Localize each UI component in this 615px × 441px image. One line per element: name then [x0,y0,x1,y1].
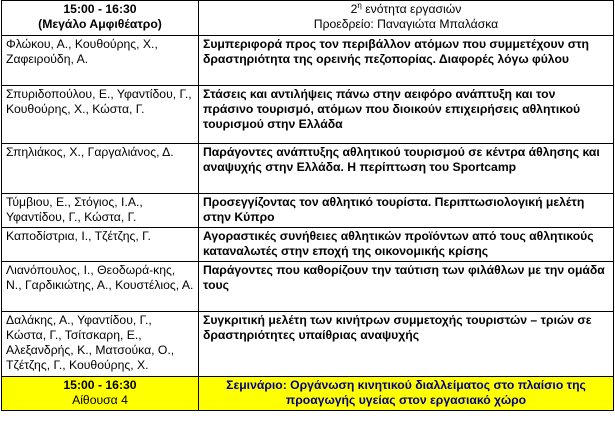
seminar-time-cell [2,377,199,411]
session-time-cell [2,1,199,36]
paper-row [2,144,614,194]
session-chair: Προεδρείο: Παναγιώτα Μπαλάσκα [313,17,499,31]
session-header-row [2,1,614,36]
seminar-room: Αίθουσα 4 [72,393,128,407]
seminar-time: 15:00 - 16:30 [63,378,137,392]
paper-row [2,312,614,377]
session-room: (Μεγάλο Αμφιθέατρο) [38,17,162,31]
session-number-suffix: η [357,0,362,10]
paper-row [2,36,614,86]
paper-row [2,228,614,262]
session-title [203,2,609,17]
session-info-cell [199,1,614,36]
paper-title: Παράγοντες ανάπτυξης αθλητικού τουρισμού σε κέντρα άθλησης και αναψυχής στην Ελλάδα. Η περίπτωση του Sportcamp [199,144,614,194]
paper-title: Προσεγγίζοντας τον αθλητικό τουρίστα. Περιπτωσιολογική μελέτη στην Κύπρο [199,194,614,228]
paper-authors: Τύμβιου, Ε., Στόγιος, Ι.Α., Υφαντίδου, Γ., Κώστα, Γ. [2,194,199,228]
session-time: 15:00 - 16:30 [63,2,137,16]
paper-title: Αγοραστικές συνήθειες αθλητικών προϊόντων από τους αθλητικούς καταναλωτές στην εποχή της οικονομικής κρίσης [199,228,614,262]
paper-authors: Σπηλιάκος, Χ., Γαργαλιάνος, Δ. [2,144,199,194]
seminar-text: Σεμινάριο: Οργάνωση κινητικού διαλλείματος στο πλαίσιο της προαγωγής υγείας στον εργασιακό χώρο [226,378,586,407]
paper-authors: Καποδίστρια, Ι., Τζέτζης, Γ. [2,228,199,262]
paper-row [2,194,614,228]
paper-row [2,86,614,144]
session-number: 2 [350,2,358,16]
seminar-text-cell [199,377,614,411]
paper-authors: Λιανόπουλος, Ι., Θεοδωρά-κης, Ν., Γαρδικιώτης, Α., Κουστέλιος, Α. [2,262,199,312]
session-label: ενότητα εργασιών [361,2,462,16]
paper-title: Παράγοντες που καθορίζουν την ταύτιση των φιλάθλων με την ομάδα τους [199,262,614,312]
schedule-table [1,0,614,411]
paper-title: Στάσεις και αντιλήψεις πάνω στην αειφόρο ανάπτυξη και τον πράσινο τουρισμό, ατόμων που διοικούν επιχειρήσεις αθλητικού τουρισμού στην Ελλάδα [199,86,614,144]
paper-authors: Φλώκου, Α., Κουθούρης, Χ., Ζαφειρούδη, Α. [2,36,199,86]
paper-title: Συμπεριφορά προς τον περιβάλλον ατόμων που συμμετέχουν στη δραστηριότητα της ορεινής πεζοπορίας. Διαφορές λόγω φύλου [199,36,614,86]
paper-title: Συγκριτική μελέτη των κινήτρων συμμετοχής τουριστών – τριών σε δραστηριότητες υπαίθριας αναψυχής [199,312,614,377]
paper-authors: Σπυριδοπούλου, Ε., Υφαντίδου, Γ., Κουθούρης, Χ., Κώστα, Γ. [2,86,199,144]
paper-row [2,262,614,312]
paper-authors: Δαλάκης, Α., Υφαντίδου, Γ., Κώστα, Γ., Τσίτσκαρη, Ε., Αλεξανδρής, Κ., Ματσούκα, Ο., Τζέτζης, Γ., Κουθούρης, Χ. [2,312,199,377]
seminar-row [2,377,614,411]
